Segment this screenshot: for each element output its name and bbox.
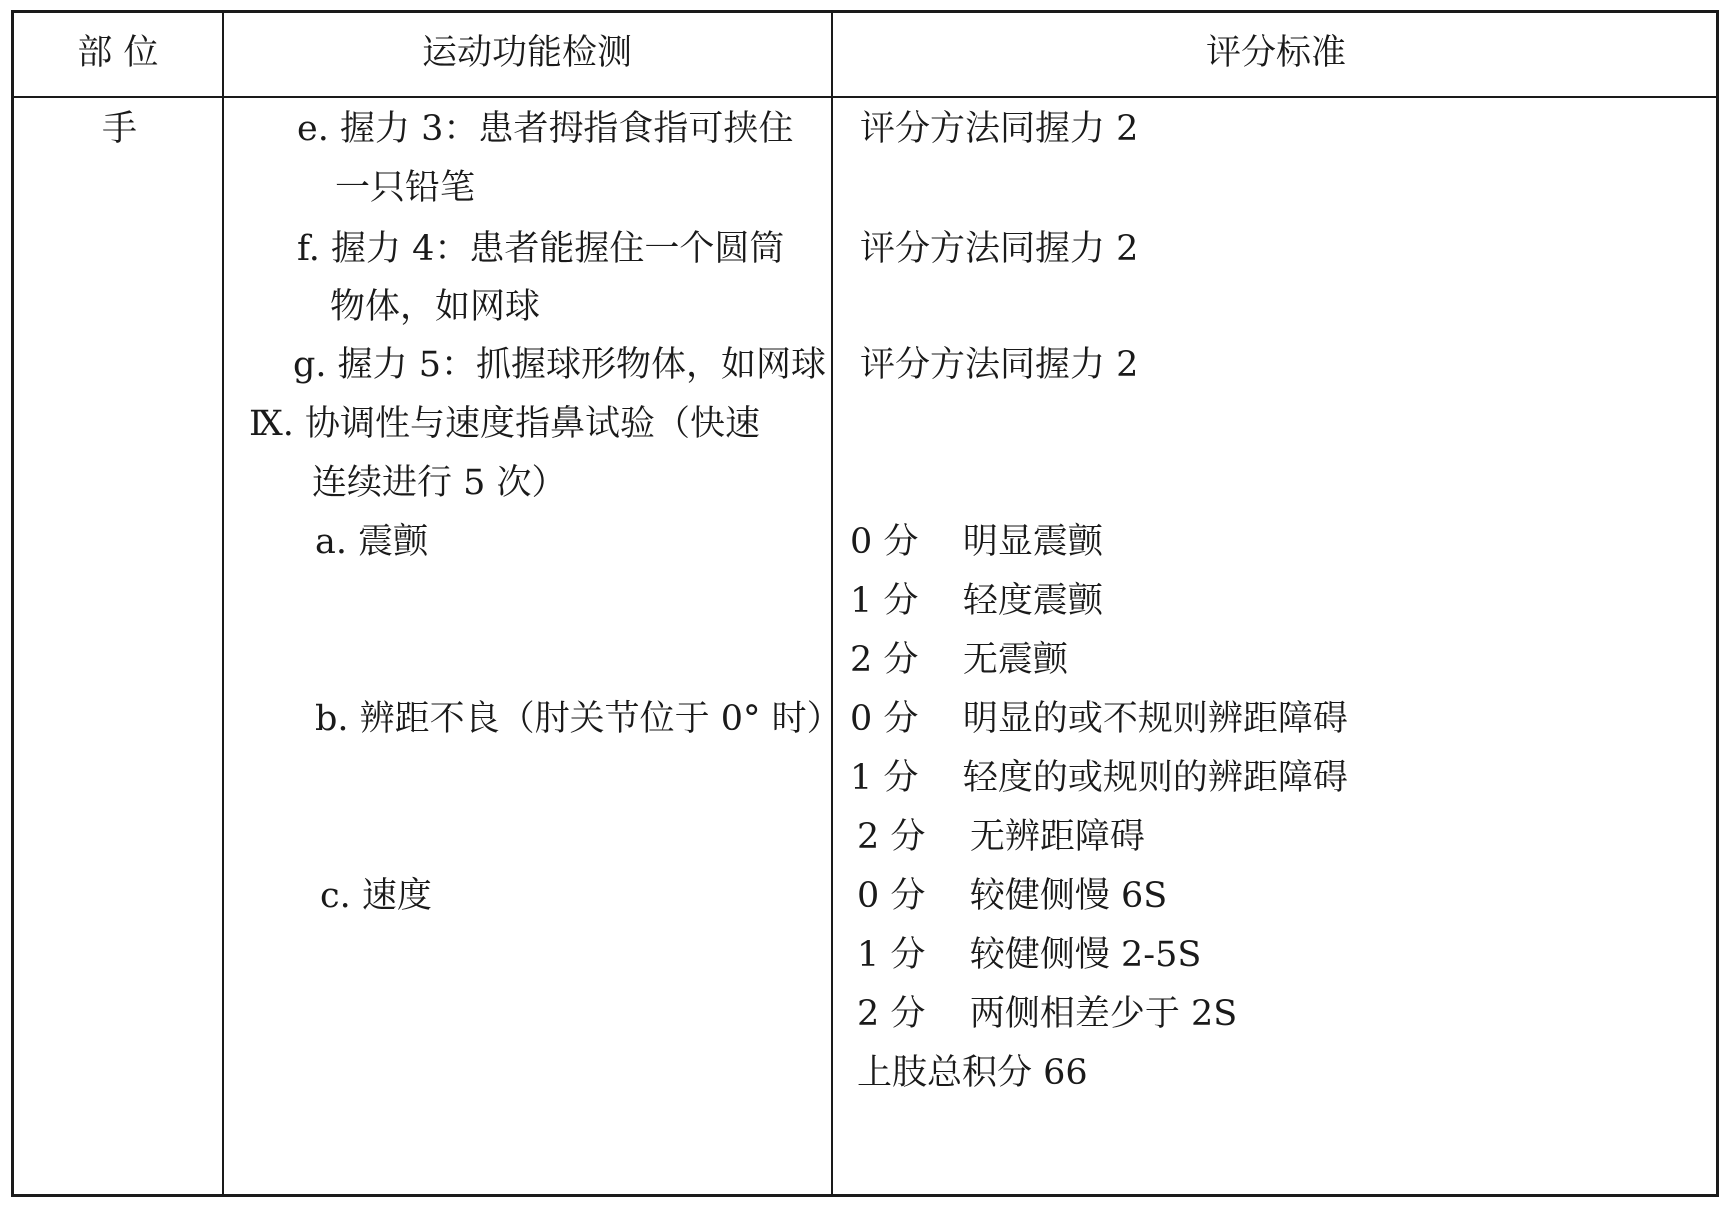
test-item-continued: 一只铅笔 xyxy=(335,168,476,208)
test-item: e. 握力 3：患者拇指食指可挟住 xyxy=(297,109,794,149)
criteria-line: 评分方法同握力 2 xyxy=(860,229,1139,269)
test-item: b. 辨距不良（肘关节位于 0° 时） xyxy=(315,699,842,739)
test-section-continued: 连续进行 5 次） xyxy=(312,463,567,503)
criteria-line: 2 分 无辨距障碍 xyxy=(857,817,1145,857)
test-item: a. 震颤 xyxy=(315,522,429,562)
criteria-line: 0 分 较健侧慢 6S xyxy=(857,876,1168,916)
criteria-line: 0 分 明显的或不规则辨距障碍 xyxy=(850,699,1348,739)
criteria-line: 1 分 较健侧慢 2-5S xyxy=(857,935,1202,975)
criteria-line: 1 分 轻度的或规则的辨距障碍 xyxy=(850,758,1348,798)
column-divider xyxy=(831,13,833,1194)
criteria-line: 2 分 两侧相差少于 2S xyxy=(857,994,1238,1034)
total-score: 上肢总积分 66 xyxy=(857,1053,1088,1093)
header-scoring: 评分标准 xyxy=(1205,33,1347,73)
test-item: g. 握力 5：抓握球形物体，如网球 xyxy=(293,345,827,385)
header-motor-test: 运动功能检测 xyxy=(421,33,633,73)
body-part-cell: 手 xyxy=(102,109,138,149)
column-divider xyxy=(222,13,224,1194)
test-item-continued: 物体，如网球 xyxy=(330,287,541,327)
criteria-line: 0 分 明显震颤 xyxy=(850,522,1103,562)
criteria-line: 2 分 无震颤 xyxy=(850,640,1068,680)
test-item: f. 握力 4：患者能握住一个圆筒 xyxy=(297,229,785,269)
criteria-line: 评分方法同握力 2 xyxy=(860,109,1139,149)
test-item: c. 速度 xyxy=(320,876,432,916)
criteria-line: 1 分 轻度震颤 xyxy=(850,581,1103,621)
header-body-part: 部 位 xyxy=(77,33,159,73)
assessment-table xyxy=(11,10,1719,1197)
test-section: Ⅸ. 协调性与速度指鼻试验（快速 xyxy=(249,404,761,444)
criteria-line: 评分方法同握力 2 xyxy=(860,345,1139,385)
header-divider xyxy=(14,96,1716,98)
